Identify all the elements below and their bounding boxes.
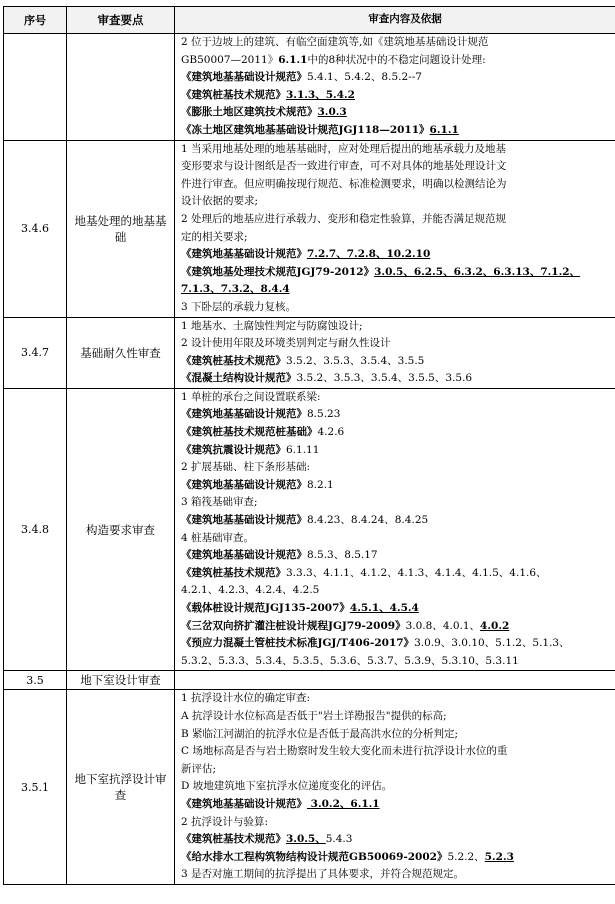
row-no: 3.4.7 [4, 317, 67, 388]
table-row [4, 34, 615, 141]
content-text: 2 处理后的地基应进行承载力、变形和稳定性验算，并能否满足规范规 [181, 213, 506, 225]
content-line [181, 565, 615, 583]
content-text: C 场地标高是否与岩土勘察时发生较大变化而未进行抗浮设计水位的重 [181, 745, 507, 757]
code-ref: 《膨胀土地区建筑技术规范》 [181, 106, 318, 118]
content-text: 变形要求与设计图纸是否一致进行审查，可不对具体的地基处理设计文 [181, 160, 507, 172]
content-text: 8.4.23、8.4.24、8.4.25 [307, 514, 428, 526]
content-text: 3 下卧层的承载力复核。 [181, 301, 296, 313]
content-text: 新评估; [181, 763, 216, 775]
content-line [181, 494, 615, 512]
row-content [175, 388, 615, 671]
section-row [4, 671, 615, 690]
code-ref: 《预应力混凝土管桩技术标准JGJ/T406-2017》 [181, 637, 414, 649]
content-line [181, 761, 615, 779]
code-ref: 《三岔双向挤扩灌注桩设计规程JGJ79-2009》 [181, 620, 406, 632]
content-text: 定的相关要求; [181, 231, 248, 243]
header-col-content: 审查内容及依据 [175, 7, 615, 34]
content-line [181, 229, 615, 247]
content-text: 2 位于边坡上的建筑、有临空面建筑等,如《建筑地基基础设计规范 [181, 36, 488, 48]
content-line [181, 299, 615, 317]
code-ref: 《建筑地基基础设计规范》 [181, 479, 307, 491]
row-point: 构造要求审查 [67, 388, 175, 671]
content-text: B 紧临江河湖泊的抗浮水位是否低于最高洪水位的分析判定; [181, 728, 458, 740]
content-text: 6.1.11 [286, 444, 319, 456]
row-content [175, 317, 615, 388]
content-text: 5.3.2、5.3.3、5.3.4、5.3.5、5.3.6、5.3.7、5.3.9、5.3.10、5.3.11 [181, 655, 519, 667]
table-header-row [4, 7, 615, 34]
content-line [181, 708, 615, 726]
row-point: 地基处理的地基基础 [67, 140, 175, 317]
code-ref: 6.1.1 [430, 124, 459, 136]
content-text: 3.3.3、4.1.1、4.1.2、4.1.3、4.1.4、4.1.5、4.1.6、 [286, 567, 547, 579]
content-line [181, 176, 615, 194]
code-ref: 3.1.3、5.4.2 [286, 89, 355, 101]
table-body [4, 34, 615, 885]
code-ref: 《建筑桩基技术规范》 [181, 567, 286, 579]
code-ref: 《建筑地基基础设计规范》 [181, 549, 307, 561]
table-row [4, 388, 615, 671]
content-text: 1 单桩的承台之间设置联系梁: [181, 391, 321, 403]
code-ref: 7.1.3、7.3.2、8.4.4 [181, 283, 290, 295]
code-ref: 《冻土地区建筑地基基础设计规范JGJ118—2011》 [181, 124, 430, 136]
content-line [181, 831, 615, 849]
content-line [181, 87, 615, 105]
row-content [175, 34, 615, 141]
content-text: 设计依据的要求; [181, 195, 258, 207]
content-line [181, 246, 615, 264]
content-line [181, 34, 615, 52]
table-row [4, 690, 615, 885]
content-line [181, 814, 615, 832]
code-ref: 《建筑桩基技术规范》 [181, 833, 286, 845]
content-text: 中的8种状况中的不稳定问题设计处理: [307, 54, 485, 66]
section-content [175, 671, 615, 690]
review-table [3, 6, 615, 885]
code-ref: 《给水排水工程构筑物结构设计规范GB50069-2002》 [181, 851, 447, 863]
content-line [181, 796, 615, 814]
code-ref: 7.2.7、7.2.8、10.2.10 [307, 248, 430, 260]
content-line [181, 406, 615, 424]
content-line [181, 690, 615, 708]
content-line [181, 849, 615, 867]
content-line [181, 52, 615, 70]
content-text: 4.2.1、4.2.3、4.2.4、4.2.5 [181, 584, 319, 596]
row-point: 地下室抗浮设计审查 [67, 690, 175, 885]
code-ref: 《建筑桩基技术规范》 [181, 89, 286, 101]
content-line [181, 442, 615, 460]
content-text: 件进行审查。但应明确按现行规范、标准检测要求，明确以检测结论为 [181, 178, 507, 190]
content-line [181, 122, 615, 140]
table-row [4, 317, 615, 388]
code-ref: 3.0.2、6.1.1 [307, 798, 380, 810]
row-point [67, 34, 175, 141]
content-line [181, 370, 615, 388]
content-text: 8.2.1 [307, 479, 334, 491]
content-text: 8.5.23 [307, 408, 340, 420]
content-text: 3 是否对施工期间的抗浮提出了具体要求，并符合规范规定。 [181, 868, 464, 880]
header-col-no: 序号 [4, 7, 67, 34]
content-line [181, 69, 615, 87]
code-ref: 《建筑桩基技术规范桩基础》 [181, 426, 318, 438]
row-no [4, 34, 67, 141]
content-line [181, 653, 615, 671]
code-ref: 4.0.2 [480, 620, 509, 632]
row-no: 3.5.1 [4, 690, 67, 885]
content-line [181, 318, 615, 336]
content-line [181, 778, 615, 796]
content-line [181, 193, 615, 211]
content-text: 3.0.8、4.0.1、 [406, 620, 480, 632]
content-line [181, 104, 615, 122]
content-line [181, 547, 615, 565]
content-text: 1 抗浮设计水位的确定审查: [181, 692, 310, 704]
content-text: 8.5.3、8.5.17 [307, 549, 378, 561]
content-text: 4.2.6 [318, 426, 345, 438]
content-line [181, 335, 615, 353]
row-no: 3.4.6 [4, 140, 67, 317]
content-text: 5.4.3 [326, 833, 353, 845]
content-text: 3.0.9、3.0.10、5.1.2、5.1.3、 [414, 637, 570, 649]
row-content [175, 140, 615, 317]
section-no: 3.5 [4, 671, 67, 690]
content-line [181, 459, 615, 477]
content-line [181, 211, 615, 229]
code-ref: 《建筑地基基础设计规范》 [181, 71, 307, 83]
content-line [181, 281, 615, 299]
code-ref: 《混凝土结构设计规范》 [181, 372, 297, 384]
code-ref: 《建筑地基基础设计规范》 [181, 798, 307, 810]
row-no: 3.4.8 [4, 388, 67, 671]
content-text: 3.5.2、3.5.3、3.5.4、3.5.5、3.5.6 [297, 372, 473, 384]
content-line [181, 477, 615, 495]
content-line [181, 141, 615, 159]
content-text: 5.2.2、 [447, 851, 484, 863]
code-ref: 《载体桩设计规范JGJ135-2007》 [181, 602, 350, 614]
content-text: 3.5.2、3.5.3、3.5.4、3.5.5 [286, 355, 424, 367]
row-point: 基础耐久性审查 [67, 317, 175, 388]
content-text: 1 当采用地基处理的地基基础时，应对处理后提出的地基承载力及地基 [181, 143, 506, 155]
content-line [181, 726, 615, 744]
code-ref: 3.0.5、 [286, 833, 326, 845]
code-ref: 5.2.3 [485, 851, 514, 863]
code-ref: 3.0.3 [318, 106, 347, 118]
code-ref: 3.0.5、6.2.5、6.3.2、6.3.13、7.1.2、 [374, 266, 580, 278]
table-row [4, 140, 615, 317]
row-content [175, 690, 615, 885]
content-text: GB50007—2011》 [181, 54, 278, 66]
code-ref: 《建筑地基基础设计规范》 [181, 408, 307, 420]
content-line [181, 512, 615, 530]
code-ref: 《建筑抗震设计规范》 [181, 444, 286, 456]
content-line [181, 618, 615, 636]
content-text: 1 地基水、土腐蚀性判定与防腐蚀设计; [181, 320, 363, 332]
content-text: 2 抗浮设计与验算: [181, 816, 268, 828]
content-text: A 抗浮设计水位标高是否低于"岩土详勘报告"提供的标高; [181, 710, 447, 722]
content-line [181, 424, 615, 442]
content-line [181, 264, 615, 282]
code-ref: 《建筑地基基础设计规范》 [181, 248, 307, 260]
content-line [181, 866, 615, 884]
code-ref: 6.1.1 [278, 54, 307, 66]
content-line [181, 353, 615, 371]
content-line [181, 530, 615, 548]
code-ref: 《建筑桩基技术规范》 [181, 355, 286, 367]
content-text: 2 设计使用年限及环境类别判定与耐久性设计 [181, 337, 391, 349]
content-line [181, 743, 615, 761]
content-line [181, 158, 615, 176]
content-text: D 坡地建筑地下室抗浮水位递度变化的评估。 [181, 780, 392, 792]
content-line [181, 582, 615, 600]
content-text: 5.4.1、5.4.2、8.5.2--7 [307, 71, 422, 83]
content-text: 2 扩展基础、柱下条形基础: [181, 461, 310, 473]
content-line [181, 600, 615, 618]
code-ref: 《建筑地基基础设计规范》 [181, 514, 307, 526]
code-ref: 《建筑地基处理技术规范JGJ79-2012》 [181, 266, 374, 278]
content-line [181, 389, 615, 407]
content-text: 3 箱筏基础审查; [181, 496, 258, 508]
code-ref: 4.5.1、4.5.4 [350, 602, 419, 614]
content-text: 4 桩基础审查。 [181, 532, 254, 544]
header-col-point: 审查要点 [67, 7, 175, 34]
section-title: 地下室设计审查 [67, 671, 175, 690]
content-line [181, 635, 615, 653]
